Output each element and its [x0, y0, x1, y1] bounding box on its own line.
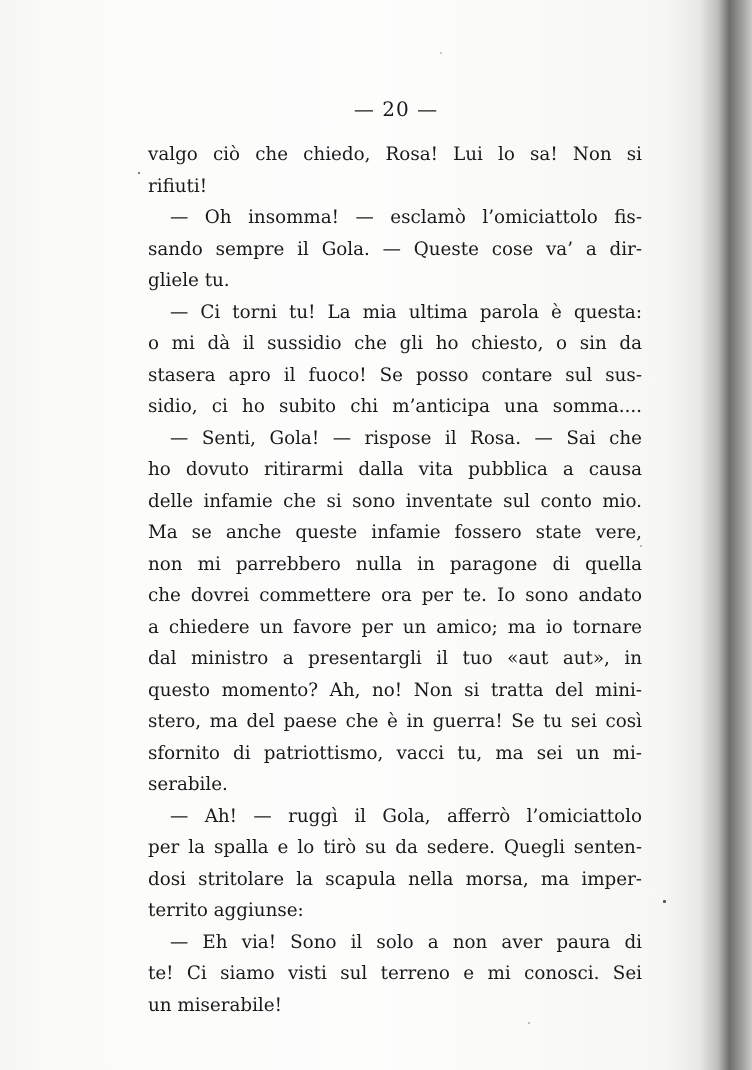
text-line: territo aggiunse:: [148, 900, 304, 921]
text-line: per la spalla e lo tirò su da sedere. Quegli senten-: [148, 837, 642, 858]
text-line: gliele tu.: [148, 270, 230, 291]
text-line: stasera apro il fuoco! Se posso contare sul sus-: [148, 364, 642, 386]
print-speck: [528, 1022, 530, 1024]
print-speck: [138, 172, 140, 174]
text-line: te! Ci siamo visti sul terreno e mi conosci. Sei: [148, 963, 642, 984]
text-line: ho dovuto ritirarmi dalla vita pubblica a causa: [148, 459, 642, 480]
text-line: a chiedere un favore per un amico; ma io tornare: [148, 616, 642, 638]
text-line: — Ah! — ruggì il Gola, afferrò l’omiciattolo: [170, 805, 642, 827]
text-line: un miserabile!: [148, 994, 282, 1016]
text-line: — Senti, Gola! — rispose il Rosa. — Sai che: [170, 427, 642, 449]
text-line: che dovrei commettere ora per te. Io sono andato: [148, 585, 642, 606]
body-text: [148, 139, 642, 1021]
print-speck: [440, 52, 442, 54]
text-line: Ma se anche queste infamie fossero state vere,: [148, 522, 642, 543]
text-line: sfornito di patriottismo, vacci tu, ma sei un mi-: [148, 742, 642, 764]
text-line: — Oh insomma! — esclamò l’omiciattolo fis-: [170, 207, 642, 228]
text-line: sando sempre il Gola. — Queste cose va’ a dir-: [148, 238, 642, 260]
text-line: valgo ciò che chiedo, Rosa! Lui lo sa! Non si: [148, 144, 642, 165]
text-line: questo momento? Ah, no! Non si tratta del mini-: [148, 679, 642, 701]
page-number: — 20 —: [353, 97, 439, 121]
print-speck: [640, 545, 642, 547]
print-speck: [663, 900, 666, 903]
text-line: dal ministro a presentargli il tuo «aut aut», in: [148, 648, 642, 669]
text-line: sidio, ci ho subito chi m’anticipa una somma....: [148, 396, 642, 417]
text-line: o mi dà il sussidio che gli ho chiesto, o sin da: [148, 333, 642, 354]
text-line: — Ci torni tu! La mia ultima parola è questa:: [170, 301, 642, 323]
text-line: — Eh via! Sono il solo a non aver paura di: [170, 931, 642, 953]
text-line: non mi parrebbero nulla in paragone di quella: [148, 553, 642, 575]
text-line: delle infamie che si sono inventate sul conto mio.: [148, 490, 642, 512]
text-line: stero, ma del paese che è in guerra! Se tu sei così: [148, 711, 642, 732]
text-line: dosi stritolare la scapula nella morsa, ma imper-: [148, 868, 642, 890]
text-line: serabile.: [148, 774, 228, 795]
text-line: rifiuti!: [148, 175, 208, 197]
